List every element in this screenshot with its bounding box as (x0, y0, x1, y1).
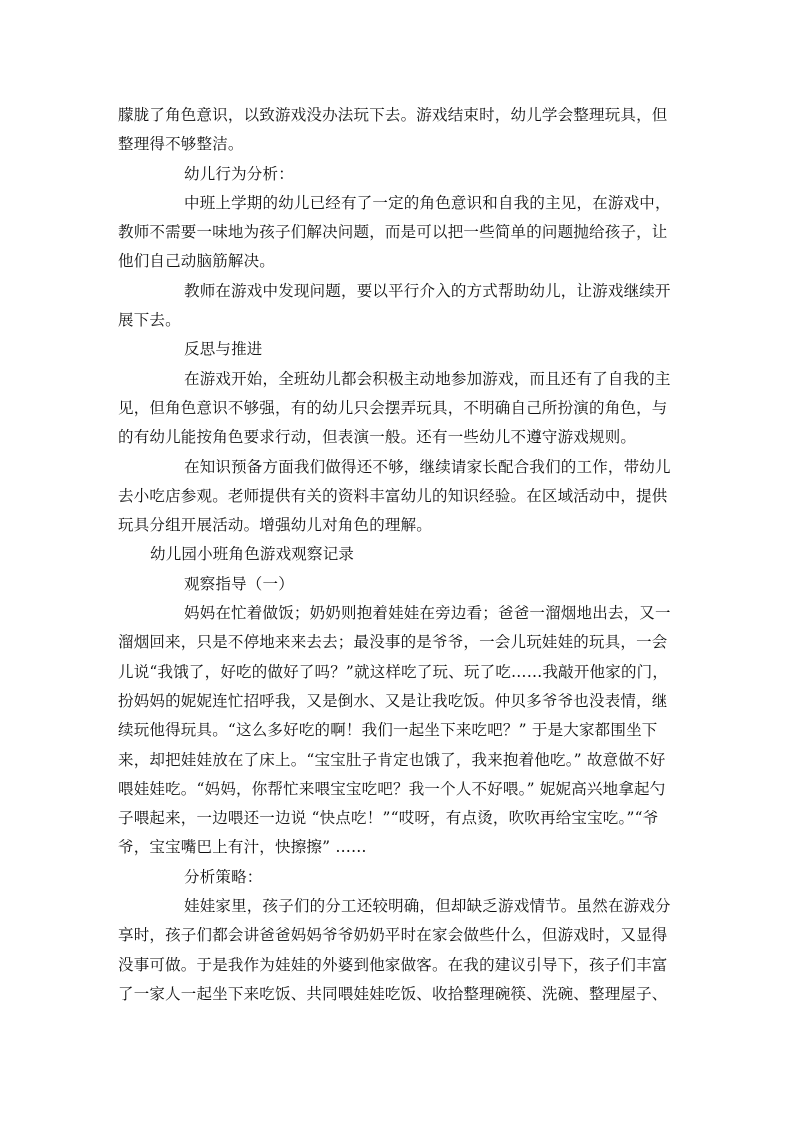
text-line: 喂娃娃吃。“妈妈，你帮忙来喂宝宝吃吧？我一个人不好喂。” 妮妮高兴地拿起勺 (118, 779, 666, 798)
paragraph-teacher-intervention (118, 277, 678, 336)
paragraph-middle-class (118, 189, 678, 277)
text-line: 享时，孩子们都会讲爸爸妈妈爷爷奶奶平时在家会做些什么，但游戏时，又显得 (118, 926, 668, 945)
text-line: 妈妈在忙着做饭；奶奶则抱着娃娃在旁边看；爸爸一溜烟地出去，又一 (184, 604, 671, 623)
heading-analysis-strategy: 分析策略： (184, 867, 263, 886)
text-line: 没事可做。于是我作为娃娃的外婆到他家做客。在我的建议引导下，孩子们丰富 (118, 955, 668, 974)
text-line: 教师不需要一味地为孩子们解决问题，而是可以把一些简单的问题抛给孩子，让 (118, 223, 668, 242)
text-line: 子喂起来，一边喂还一边说 “快点吃！”“哎呀，有点烫，吹吹再给宝宝吃。”“爷 (118, 809, 659, 828)
paragraph-doll-house (118, 892, 678, 1009)
text-line: 儿说“我饿了，好吃的做好了吗？”就这样吃了玩、玩了吃……我敲开他家的门， (118, 662, 669, 681)
paragraph-knowledge-prep (118, 453, 678, 541)
text-line: 在游戏开始，全班幼儿都会积极主动地参加游戏，而且还有了自我的主 (184, 369, 671, 388)
text-line: 了一家人一起坐下来吃饭、共同喂娃娃吃饭、收拾整理碗筷、洗碗、整理屋子、 (118, 984, 668, 1003)
text-line: 娃娃家里，孩子们的分工还较明确，但却缺乏游戏情节。虽然在游戏分 (184, 897, 671, 916)
text-line: 溜烟回来，只是不停地来来去去；最没事的是爷爷，一会儿玩娃娃的玩具，一会 (118, 633, 668, 652)
text-line: 见，但角色意识不够强，有的幼儿只会摆弄玩具，不明确自己所扮演的角色，与 (118, 398, 668, 417)
text-line: 去小吃店参观。老师提供有关的资料丰富幼儿的知识经验。在区域活动中，提供 (118, 486, 668, 505)
text-line: 来，却把娃娃放在了床上。“宝宝肚子肯定也饿了，我来抱着他吃。” 故意做不好 (118, 750, 666, 769)
section-title: 幼儿园小班角色游戏观察记录 (150, 545, 355, 564)
paragraph-game-start (118, 365, 678, 453)
heading-reflection: 反思与推进 (184, 340, 263, 359)
text-line: 续玩他得玩具。“这么多好吃的啊！我们一起坐下来吃吧？” 于是大家都围坐下 (118, 721, 658, 740)
text-line: 朦胧了角色意识，以致游戏没办法玩下去。游戏结束时，幼儿学会整理玩具，但 (118, 106, 668, 124)
text-line: 玩具分组开展活动。增强幼儿对角色的理解。 (118, 516, 433, 535)
text-line: 的有幼儿能按角色要求行动，但表演一般。还有一些幼儿不遵守游戏规则。 (118, 428, 637, 447)
document-body (118, 101, 678, 1009)
text-line: 扮妈妈的妮妮连忙招呼我，又是倒水、又是让我吃饭。仲贝多爷爷也没表情，继 (118, 691, 668, 710)
text-line: 整理得不够整洁。 (118, 135, 244, 154)
text-line: 在知识预备方面我们做得还不够，继续请家长配合我们的工作，带幼儿 (184, 457, 671, 476)
heading-behavior-analysis: 幼儿行为分析： (184, 164, 294, 183)
text-line: 爷，宝宝嘴巴上有汁，快擦擦” …… (118, 838, 367, 857)
paragraph-observation-story (118, 599, 678, 863)
text-line: 中班上学期的幼儿已经有了一定的角色意识和自我的主见，在游戏中， (184, 193, 671, 212)
paragraph-role-confusion (118, 101, 678, 160)
text-line: 展下去。 (118, 311, 181, 330)
heading-observation-guide: 观察指导（一） (184, 574, 294, 593)
text-line: 教师在游戏中发现问题，要以平行介入的方式帮助幼儿，让游戏继续开 (184, 281, 671, 300)
text-line: 他们自己动脑筋解决。 (118, 252, 276, 271)
